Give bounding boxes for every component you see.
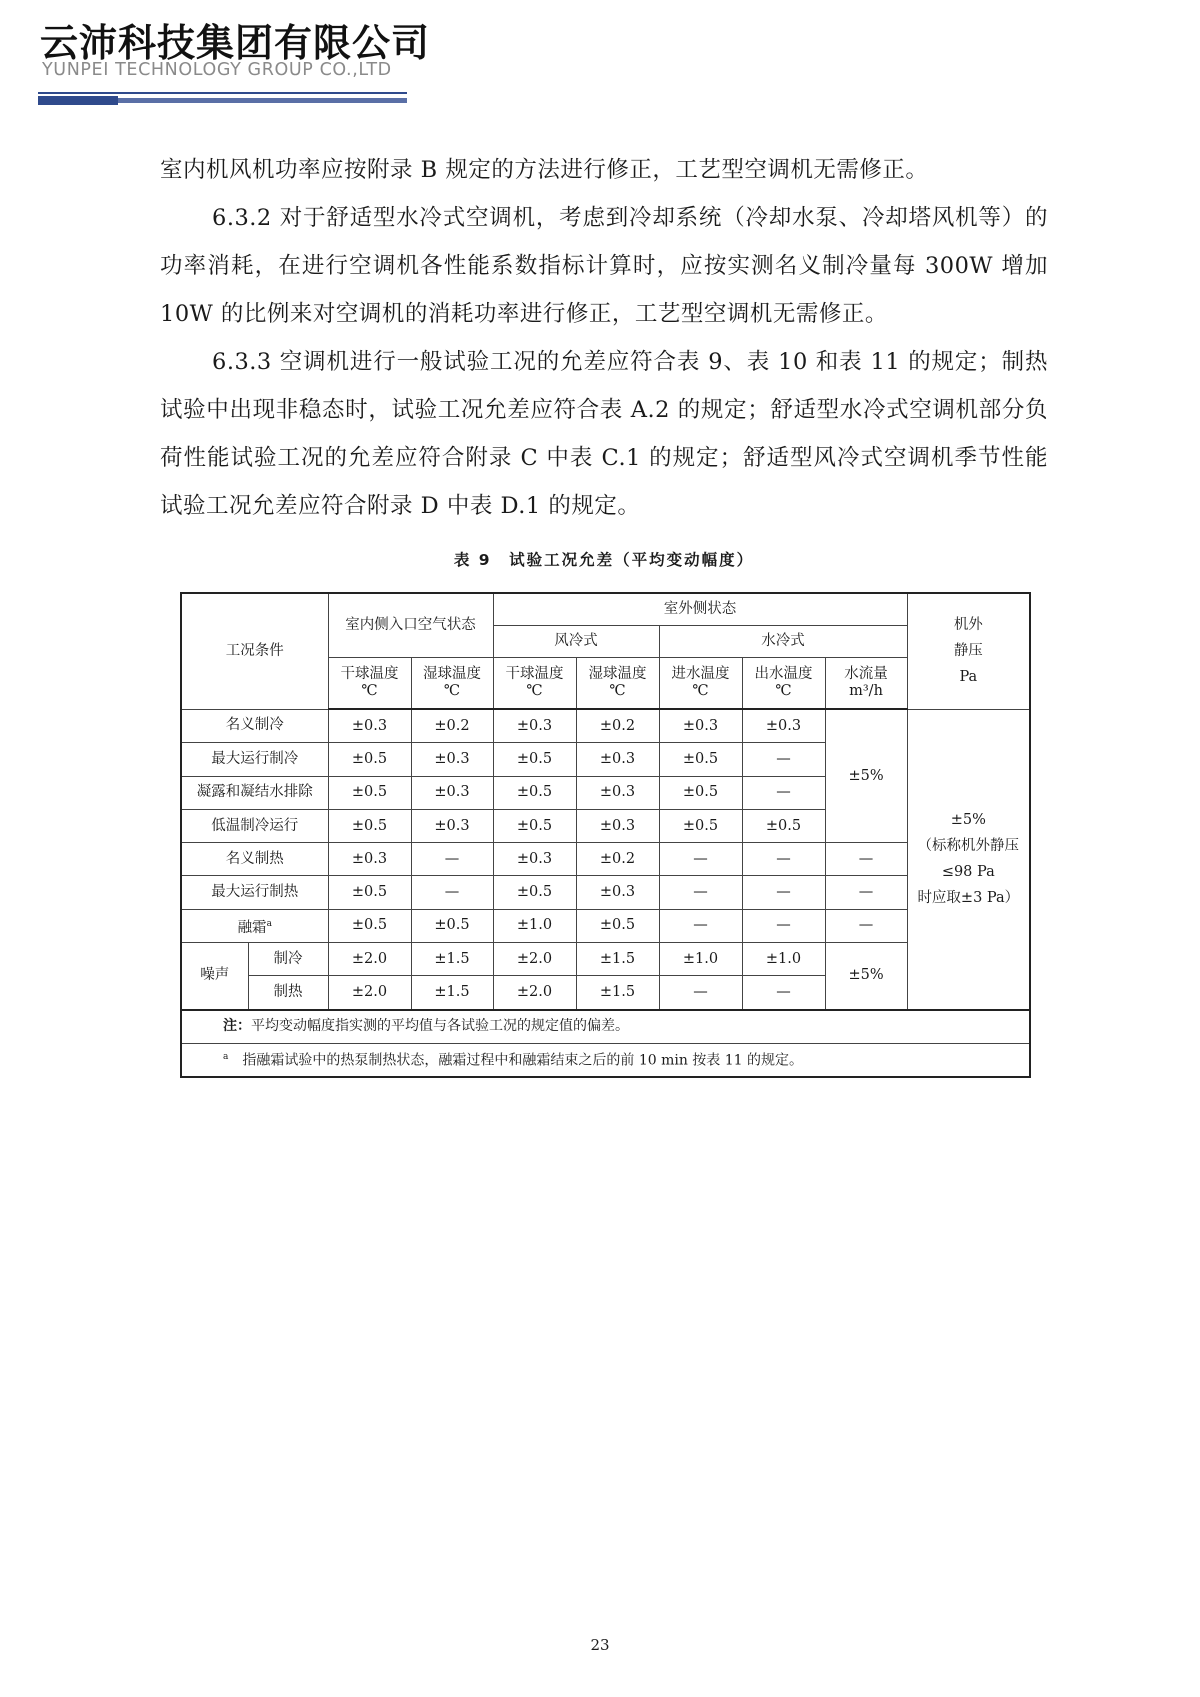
cell: ±0.5 bbox=[328, 809, 411, 842]
header-outdoor: 室外侧状态 bbox=[493, 593, 907, 626]
cell: ±0.5 bbox=[328, 776, 411, 809]
header-static-pressure: 机外 静压 Pa bbox=[907, 593, 1030, 709]
cell: ±0.5 bbox=[328, 876, 411, 909]
header-rule-bar bbox=[118, 98, 407, 103]
table-row bbox=[181, 876, 1030, 909]
cell: ±0.3 bbox=[576, 809, 659, 842]
cell: ±1.0 bbox=[659, 943, 742, 976]
table-row bbox=[181, 709, 1030, 743]
cell-static-pressure: ±5% （标称机外静压 ≤98 Pa 时应取±3 Pa） bbox=[907, 709, 1030, 1010]
cell: ±0.2 bbox=[576, 843, 659, 876]
cell: ±0.5 bbox=[493, 809, 576, 842]
cell: ±0.3 bbox=[576, 743, 659, 776]
table-footnote-row bbox=[181, 1043, 1030, 1077]
cell: ±0.3 bbox=[328, 843, 411, 876]
table-caption: 表 9 试验工况允差（平均变动幅度） bbox=[453, 551, 755, 569]
row-label: 制热 bbox=[248, 976, 328, 1010]
cell: ±2.0 bbox=[328, 976, 411, 1010]
header-water-flow: 水流量 m³/h bbox=[825, 658, 907, 710]
cell: ±1.5 bbox=[411, 943, 493, 976]
header-water-cooled: 水冷式 bbox=[659, 626, 907, 658]
cell-flow-cooling: ±5% bbox=[825, 709, 907, 843]
cell: — bbox=[659, 976, 742, 1010]
cell: — bbox=[825, 876, 907, 909]
paragraph-6-3-3: 6.3.3 空调机进行一般试验工况的允差应符合表 9、表 10 和表 11 的规定；制热试验中出现非稳态时，试验工况允差应符合表 A.2 的规定；舒适型水冷式空调机部分负荷性能试验工况的允差应符合附录 C 中表 C.1 的规定；舒适型风冷式空调机季节性能试验工况允差应符合附录 D 中表 D.1 的规定。 bbox=[160, 349, 1048, 519]
cell: ±0.5 bbox=[742, 809, 825, 842]
cell: ±0.3 bbox=[411, 776, 493, 809]
cell: — bbox=[742, 743, 825, 776]
cell: ±0.5 bbox=[328, 743, 411, 776]
row-label: 低温制冷运行 bbox=[181, 809, 328, 842]
row-label: 名义制冷 bbox=[181, 709, 328, 743]
header-rule bbox=[38, 92, 407, 94]
header-rule-accent bbox=[38, 96, 118, 105]
table-note: 注：平均变动幅度指实测的平均值与各试验工况的规定值的偏差。 bbox=[181, 1010, 1030, 1044]
header-outdoor-wet-bulb: 湿球温度 ℃ bbox=[576, 658, 659, 710]
row-group-noise: 噪声 bbox=[181, 943, 248, 1010]
row-label: 名义制热 bbox=[181, 843, 328, 876]
cell: ±1.5 bbox=[411, 976, 493, 1010]
paragraph-6-3-2: 6.3.2 对于舒适型水冷式空调机，考虑到冷却系统（冷却水泵、冷却塔风机等）的功率消耗，在进行空调机各性能系数指标计算时，应按实测名义制冷量每 300W 增加 10W 的比例来对空调机的消耗功率进行修正，工艺型空调机无需修正。 bbox=[160, 205, 1048, 327]
cell: — bbox=[742, 876, 825, 909]
row-label: 融霜$^a$ bbox=[181, 909, 328, 942]
header-water-outlet: 出水温度 ℃ bbox=[742, 658, 825, 710]
cell: ±0.2 bbox=[576, 709, 659, 743]
body-text bbox=[160, 146, 1048, 530]
header-condition: 工况条件 bbox=[181, 593, 328, 709]
header-water-inlet: 进水温度 ℃ bbox=[659, 658, 742, 710]
cell: — bbox=[825, 909, 907, 942]
cell: ±0.3 bbox=[328, 709, 411, 743]
cell: ±0.5 bbox=[493, 876, 576, 909]
header-outdoor-dry-bulb: 干球温度 ℃ bbox=[493, 658, 576, 710]
cell: — bbox=[659, 843, 742, 876]
table-header-row bbox=[181, 593, 1030, 626]
cell: ±0.5 bbox=[659, 809, 742, 842]
cell: ±1.0 bbox=[493, 909, 576, 942]
company-name-en: YUNPEI TECHNOLOGY GROUP CO.,LTD bbox=[42, 60, 392, 80]
cell: — bbox=[659, 876, 742, 909]
tolerance-table bbox=[180, 592, 1031, 1078]
cell: ±1.5 bbox=[576, 976, 659, 1010]
header-air-cooled: 风冷式 bbox=[493, 626, 659, 658]
cell: ±1.0 bbox=[742, 943, 825, 976]
cell: ±0.5 bbox=[659, 776, 742, 809]
table-note-row bbox=[181, 1010, 1030, 1044]
header-indoor-wet-bulb: 湿球温度 ℃ bbox=[411, 658, 493, 710]
cell: ±0.5 bbox=[328, 909, 411, 942]
cell: ±0.3 bbox=[576, 876, 659, 909]
cell: ±0.5 bbox=[659, 743, 742, 776]
cell: — bbox=[411, 876, 493, 909]
table-row bbox=[181, 843, 1030, 876]
table-row bbox=[181, 909, 1030, 942]
header-indoor-dry-bulb: 干球温度 ℃ bbox=[328, 658, 411, 710]
company-name-cn: 云沛科技集团有限公司 bbox=[40, 21, 431, 65]
cell: ±2.0 bbox=[493, 943, 576, 976]
cell: ±0.5 bbox=[576, 909, 659, 942]
table-footnote: $^a$ 指融霜试验中的热泵制热状态，融霜过程中和融霜结束之后的前 10 min 按表 11 的规定。 bbox=[181, 1043, 1030, 1077]
paragraph-continuation: 室内机风机功率应按附录 B 规定的方法进行修正，工艺型空调机无需修正。 bbox=[160, 157, 929, 183]
page-number: 23 bbox=[590, 1636, 610, 1654]
cell: ±0.3 bbox=[576, 776, 659, 809]
cell: ±2.0 bbox=[328, 943, 411, 976]
cell: ±0.5 bbox=[493, 743, 576, 776]
cell: ±0.3 bbox=[493, 709, 576, 743]
row-label: 最大运行制热 bbox=[181, 876, 328, 909]
cell: ±1.5 bbox=[576, 943, 659, 976]
cell: ±0.3 bbox=[411, 743, 493, 776]
cell: ±0.3 bbox=[659, 709, 742, 743]
cell: ±0.3 bbox=[742, 709, 825, 743]
cell: ±0.5 bbox=[493, 776, 576, 809]
cell: ±0.2 bbox=[411, 709, 493, 743]
cell-flow-noise: ±5% bbox=[825, 943, 907, 1010]
cell: — bbox=[742, 909, 825, 942]
cell: — bbox=[742, 776, 825, 809]
cell: ±2.0 bbox=[493, 976, 576, 1010]
cell: — bbox=[742, 843, 825, 876]
cell: ±0.5 bbox=[411, 909, 493, 942]
cell: — bbox=[659, 909, 742, 942]
row-label: 凝露和凝结水排除 bbox=[181, 776, 328, 809]
row-label: 最大运行制冷 bbox=[181, 743, 328, 776]
table-row bbox=[181, 943, 1030, 976]
cell: ±0.3 bbox=[493, 843, 576, 876]
cell: — bbox=[742, 976, 825, 1010]
header-indoor: 室内侧入口空气状态 bbox=[328, 593, 493, 658]
tolerance-table-wrap bbox=[180, 592, 1029, 1078]
cell: ±0.3 bbox=[411, 809, 493, 842]
row-label: 制冷 bbox=[248, 943, 328, 976]
cell: — bbox=[411, 843, 493, 876]
cell: — bbox=[825, 843, 907, 876]
